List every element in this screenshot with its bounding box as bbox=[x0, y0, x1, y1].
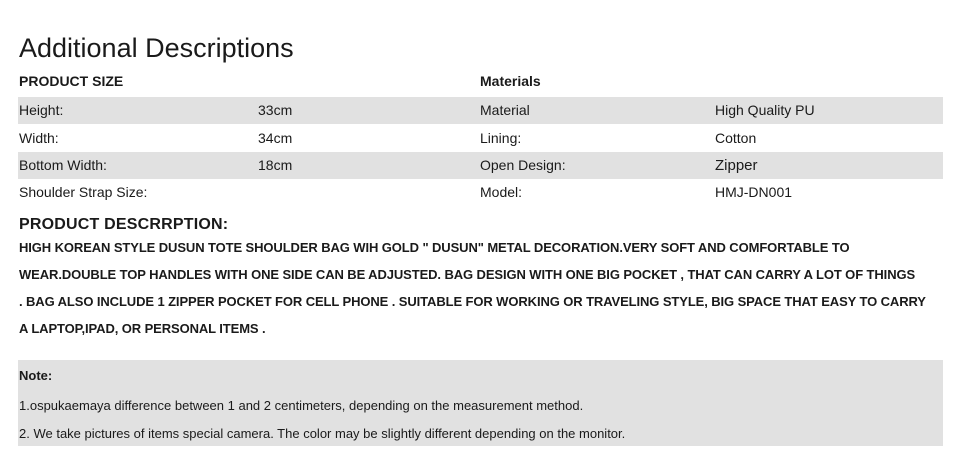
description-line: A LAPTOP,IPAD, OR PERSONAL ITEMS . bbox=[19, 321, 266, 336]
size-value: 34cm bbox=[258, 130, 293, 146]
material-label: Open Design: bbox=[480, 157, 566, 173]
size-value: 18cm bbox=[258, 157, 293, 173]
note-heading: Note: bbox=[19, 368, 53, 383]
spec-row bbox=[18, 152, 943, 179]
size-label: Shoulder Strap Size: bbox=[19, 184, 148, 200]
product-size-heading: PRODUCT SIZE bbox=[19, 73, 124, 89]
material-label: Lining: bbox=[480, 130, 522, 146]
spec-row bbox=[18, 97, 943, 124]
material-value: Zipper bbox=[715, 157, 758, 174]
description-heading: PRODUCT DESCRRPTION: bbox=[19, 216, 229, 233]
page-title: Additional Descriptions bbox=[19, 33, 294, 63]
spec-row bbox=[18, 179, 943, 206]
material-label: Model: bbox=[480, 184, 523, 200]
materials-heading: Materials bbox=[480, 73, 541, 89]
size-label: Height: bbox=[19, 102, 64, 118]
material-label: Material bbox=[480, 102, 530, 118]
note-line: 1.ospukaemaya difference between 1 and 2 centimeters, depending on the measurement method. bbox=[19, 398, 584, 413]
size-label: Width: bbox=[19, 130, 59, 146]
note-box bbox=[18, 360, 943, 446]
description-line: . BAG ALSO INCLUDE 1 ZIPPER POCKET FOR CELL PHONE . SUITABLE FOR WORKING OR TRAVELING STYLE, BIG SPACE THAT EASY TO CARRY bbox=[19, 294, 926, 309]
description-line: HIGH KOREAN STYLE DUSUN TOTE SHOULDER BAG WIH GOLD " DUSUN" METAL DECORATION.VERY SOFT AND COMFORTABLE TO bbox=[19, 240, 850, 255]
material-value: Cotton bbox=[715, 130, 757, 146]
material-value: HMJ-DN001 bbox=[715, 184, 793, 200]
note-line: 2. We take pictures of items special camera. The color may be slightly different depending on the monitor. bbox=[19, 426, 626, 441]
spec-row bbox=[18, 125, 943, 152]
size-label: Bottom Width: bbox=[19, 157, 107, 173]
size-value: 33cm bbox=[258, 102, 293, 118]
description-body bbox=[19, 234, 949, 342]
description-line: WEAR.DOUBLE TOP HANDLES WITH ONE SIDE CAN BE ADJUSTED. BAG DESIGN WITH ONE BIG POCKET , THAT CAN CARRY A LOT OF THINGS bbox=[19, 267, 916, 282]
material-value: High Quality PU bbox=[715, 102, 815, 118]
